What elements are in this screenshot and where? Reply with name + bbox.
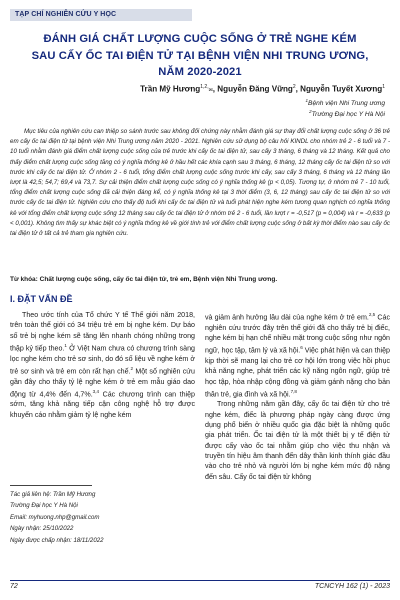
- affiliation-2: $^2$Trường Đại học Y Hà Nội: [309, 109, 385, 119]
- author-name: Trần Mỹ Hương: [140, 84, 201, 94]
- author-email-icon: ✉: [208, 87, 213, 94]
- contact-email: Email: myhuong.nhp@gmail.com: [10, 513, 100, 521]
- correspondence-info: [10, 489, 195, 546]
- article-title: [18, 31, 382, 81]
- footnote-divider: [10, 485, 92, 486]
- accepted-date: Ngày được chấp nhận: 18/11/2022: [10, 536, 104, 544]
- body-column-left: [10, 310, 195, 482]
- title-line-1: ĐÁNH GIÁ CHẤT LƯỢNG CUỘC SỐNG Ở TRẺ NGHE KÉM: [43, 33, 357, 45]
- contact-author: Tác giả liên hệ: Trần Mỹ Hương: [10, 491, 96, 498]
- journal-section-tag: TẠP CHÍ NGHIÊN CỨU Y HỌC: [10, 9, 192, 21]
- contact-affiliation: Trường Đại học Y Hà Nội: [10, 502, 78, 510]
- author-affil-sup: 1: [382, 84, 385, 90]
- author-name: Nguyễn Đăng Vững: [217, 84, 293, 94]
- paragraph: Theo ước tính của Tổ chức Y tế Thế giới năm 2018, trên toàn thế giới có 34 triệu trẻ em bị nghe kém. Dự báo số trẻ bị nghe kém sẽ tăng lên nhanh chóng những trong thập kỷ tiếp theo.$^1$ Ở Việt Nam chưa có chương trình sàng lọc nghe kém cho trẻ sơ sinh, do đó số liệu về nghe kém ở trẻ sơ sinh và trẻ em còn rất hạn chế.$^2$ Một số nghiên cứu gần đây cho thấy tỷ lệ nghe kém ở trẻ em mẫu giáo dao động từ 4,4% đến 4,7%.$^{3,4}$ Các chương trình can thiệp sớm, tăng khả năng tiếp cận công nghệ hỗ trợ được khuyến cáo nhằm giảm tỷ lệ nghe kém: [10, 311, 195, 419]
- page-footer: [10, 580, 390, 592]
- affiliation-1: $^1$Bệnh viện Nhi Trung ương: [305, 98, 385, 108]
- journal-citation: TCNCYH 162 (1) - 2023: [314, 583, 390, 590]
- keywords: Từ khóa: Chất lượng cuộc sống, cấy ốc tai điện tử, trẻ em, Bệnh viện Nhi Trung ương.: [10, 276, 278, 283]
- author-affil-sup: 2: [292, 84, 296, 90]
- abstract-text: Mục tiêu của nghiên cứu can thiệp so sánh trước sau không đối chứng này nhằm đánh giá sự thay đổi chất lượng cuộc sống ở 36 trẻ em cấy ốc tai điện tử tại bệnh viện Nhi Trung ương năm 2020 - 2021. Nghiên cứu sử dụng bộ câu hỏi KINDL cho nhóm trẻ 2 - 6 tuổi và 7 - 10 tuổi nhằm đánh giá điểm chất lượng cuộc sống của trẻ trước khi cấy ốc tai điện tử, sau cấy 3 tháng, 6 tháng và 12 tháng. Kết quả cho thấy điểm chất lượng cuộc sống tăng có ý nghĩa thống kê ở hầu hết các khía cạnh sau 3 tháng, 6 tháng, 12 tháng cấy ốc tai điện tử so với trước khi cấy ốc tai điện tử. Ở nhóm 2 - 6 tuổi, tổng điểm chất lượng cuộc sống trước khi cấy, sau cấy 3 tháng, 6 tháng và 12 tháng lần lượt là 42,5; 54,7; 69,4 và 73,7. Sự cải thiện điểm chất lượng cuộc sống có ý nghĩa thống kê (p < 0,05). Tương tự, ở nhóm trẻ 7 - 10 tuổi, tổng điểm chất lượng cuộc sống đã cải thiện đáng kể, có ý nghĩa thống kê tại 3 thời điểm (3, 6, 12 tháng) sau cấy ốc tai điện tử so với trước cấy ốc tai điện tử. Nghiên cứu cho thấy độ tuổi khi cấy ốc tai điện tử và tuổi phát hiện nghe kém tương quan nghịch có nghĩa thống kê với tổng điểm chất lượng cuộc sống 12 tháng sau cấy ốc tai điện tử ở nhóm trẻ 2 - 6 tuổi, lần lượt r = -0,517 (p = 0,004) và r = -0,633 (p < 0,001). Không tìm thấy sự khác biệt có ý nghĩa thống kê về giới tính trẻ với điểm chất lượng cuộc sống ở bất kỳ thời điểm nào sau cấy ốc tai điện tử ở tất cả trẻ tham gia nghiên cứu.: [10, 128, 390, 238]
- author-list: Trần Mỹ Hương$^{1,2,}$✉, Nguyễn Đăng Vững$^2$, Nguyễn Tuyết Xương$^1$: [140, 84, 385, 94]
- page-number: 72: [10, 583, 18, 590]
- received-date: Ngày nhận: 25/10/2022: [10, 525, 74, 533]
- title-line-2: SAU CẤY ỐC TAI ĐIỆN TỬ TẠI BỆNH VIỆN NHI TRUNG ƯƠNG,: [31, 49, 369, 62]
- paragraph: Trong những năm gần đây, cấy ốc tai điện tử cho trẻ nghe kém, điếc là phương pháp ngày càng được ứng dụng phổ biến ở nhiều quốc gia đặc biệt là những quốc gia phát triển. Ốc tai điện tử là một thiết bị y tế điện tử được cấy vào ốc tai nhằm giúp cho việc thu nhận và truyền tín hiệu âm thanh đến dây thần kinh thính giác đầu vào cho trẻ nhỏ và người lớn bị nghe kém mức độ nặng đến sâu. Cấy ốc tai điện tử không: [205, 400, 390, 481]
- author-name: Nguyễn Tuyết Xương: [300, 84, 383, 94]
- title-line-3: NĂM 2020-2021: [158, 66, 242, 79]
- author-affil-sup: 1,2,: [200, 84, 209, 90]
- body-column-right: [205, 310, 390, 565]
- paragraph: và giảm ảnh hưởng lâu dài của nghe kém ở trẻ em.$^{2,5}$ Các nghiên cứu trước đây trên thế giới đã cho thấy trẻ bị điếc, nghe kém bị hạn chế nhiều mặt trong cuộc sống như ngôn ngữ, học tập, tâm lý và xã hội.$^6$ Việc phát hiện và can thiệp kịp thời sẽ mang lại cho trẻ cơ hội lớn trong việc hồi phục khả năng nghe, phát triển các kỹ năng ngôn ngữ, giúp trẻ học tập, hòa nhập cộng đồng và giảm gánh nặng cho bản thân trẻ, gia đình và xã hội.$^{7,8}$: [205, 312, 390, 399]
- section-heading: I. ĐẶT VẤN ĐỀ: [10, 294, 73, 304]
